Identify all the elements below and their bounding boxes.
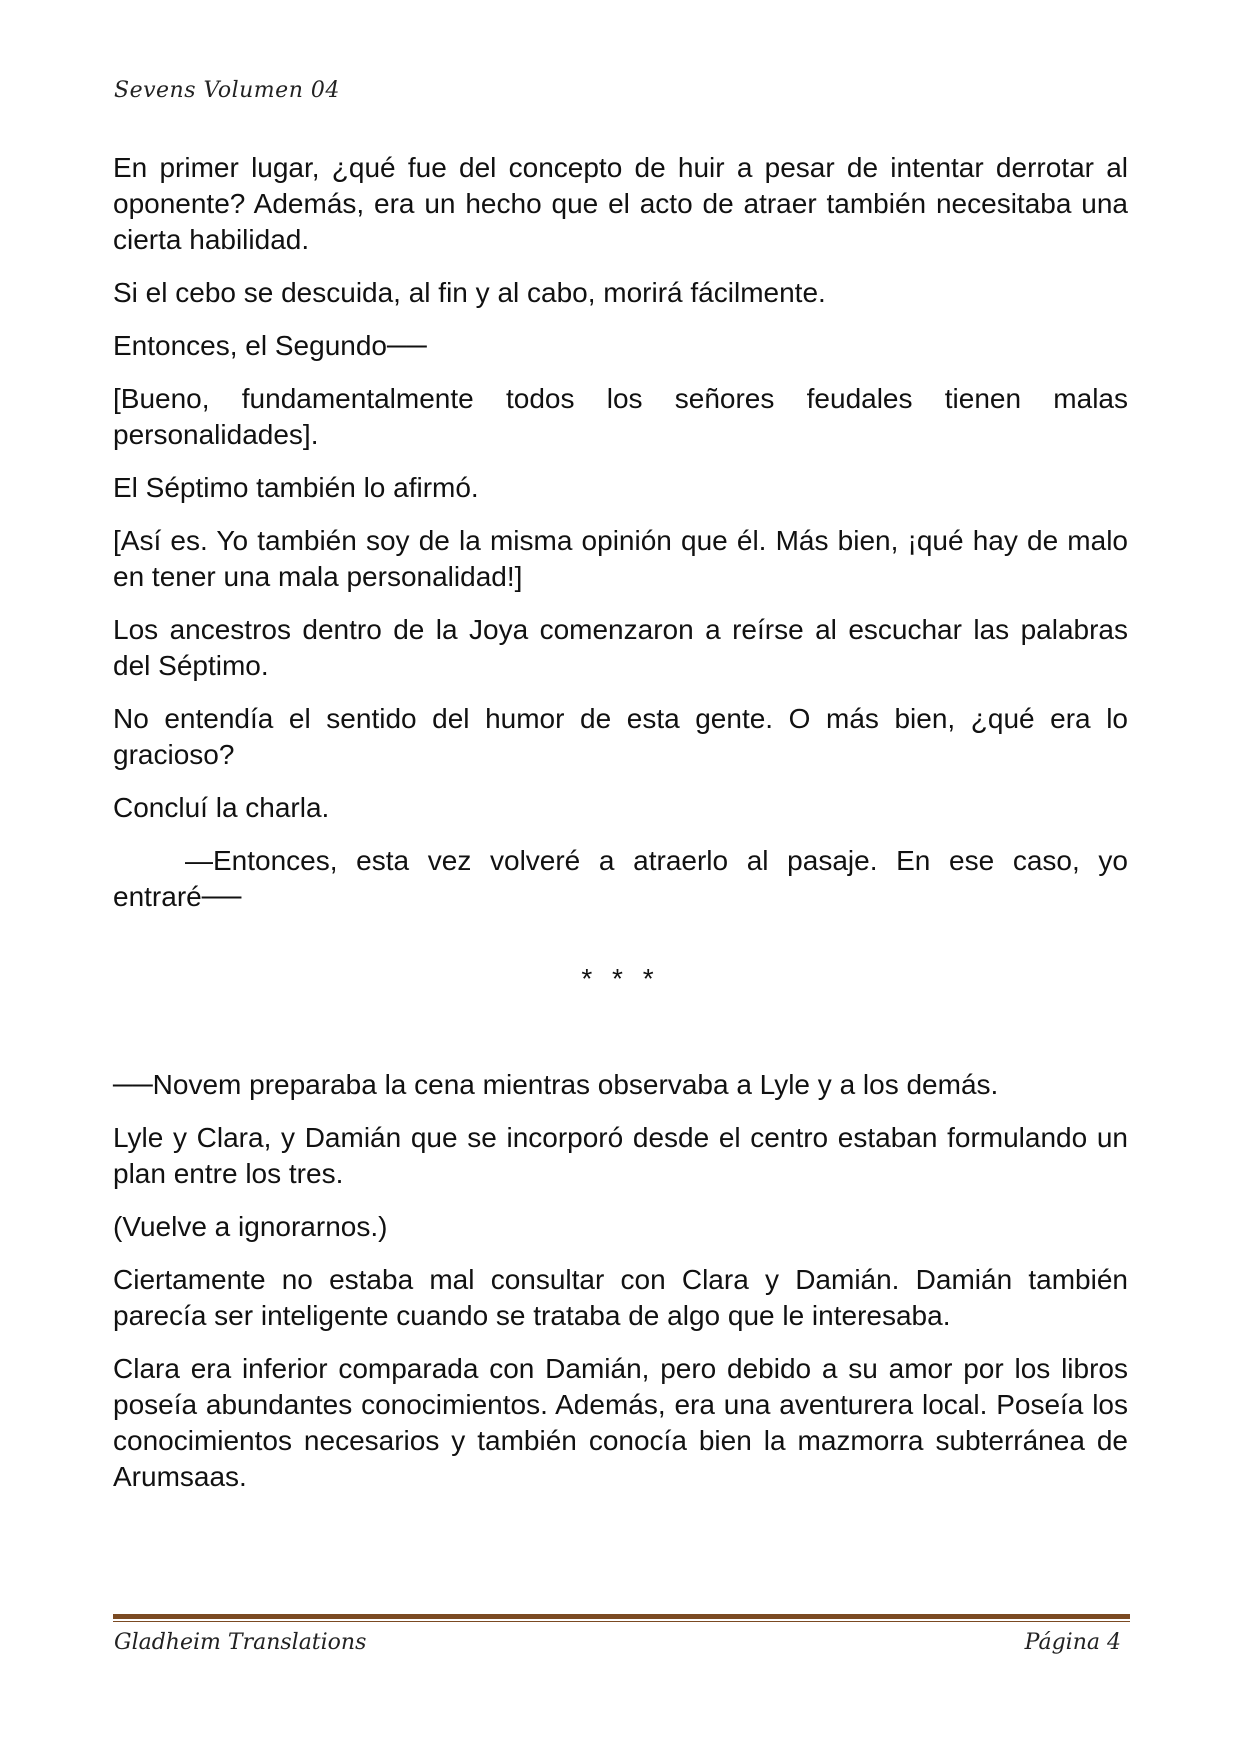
paragraph: Clara era inferior comparada con Damián, pero debido a su amor por los libros poseía abundantes conocimientos. Además, era una aventurera local. Poseía los conocimientos necesarios y también conocía bien la mazmorra subterránea de Arumsaas. xyxy=(113,1353,1128,1492)
paragraph: Ciertamente no estaba mal consultar con Clara y Damián. Damián también parecía ser inteligente cuando se trataba de algo que le interesaba. xyxy=(113,1264,1128,1331)
paragraph: [Así es. Yo también soy de la misma opinión que él. Más bien, ¡qué hay de malo en tener una mala personalidad!] xyxy=(113,525,1128,592)
paragraph: [Bueno, fundamentalmente todos los señores feudales tienen malas personalidades]. xyxy=(113,383,1128,450)
footer-translator: Gladheim Translations xyxy=(114,1630,367,1655)
paragraph: ──Novem preparaba la cena mientras observaba a Lyle y a los demás. xyxy=(113,1069,999,1100)
paragraph: Si el cebo se descuida, al fin y al cabo, morirá fácilmente. xyxy=(113,277,826,308)
paragraph: (Vuelve a ignorarnos.) xyxy=(113,1211,388,1242)
paragraph: Los ancestros dentro de la Joya comenzaron a reírse al escuchar las palabras del Séptimo. xyxy=(113,614,1128,681)
paragraph: Entonces, el Segundo── xyxy=(113,330,427,361)
paragraph: Concluí la charla. xyxy=(113,792,330,823)
paragraph: Lyle y Clara, y Damián que se incorporó desde el centro estaban formulando un plan entre los tres. xyxy=(113,1122,1128,1189)
footer-divider xyxy=(113,1614,1130,1619)
footer-divider-thin xyxy=(113,1621,1130,1622)
scene-separator: * * * xyxy=(581,963,660,994)
page-number: Página 4 xyxy=(1024,1630,1121,1655)
page-body xyxy=(113,150,1128,1512)
paragraph-dialogue: —Entonces, esta vez volveré a atraerlo al pasaje. En ese caso, yo entraré── xyxy=(113,845,1128,912)
running-header: Sevens Volumen 04 xyxy=(114,78,340,103)
paragraph: No entendía el sentido del humor de esta gente. O más bien, ¿qué era lo gracioso? xyxy=(113,703,1128,770)
paragraph: El Séptimo también lo afirmó. xyxy=(113,472,479,503)
paragraph: En primer lugar, ¿qué fue del concepto de huir a pesar de intentar derrotar al oponente? Además, era un hecho que el acto de atraer también necesitaba una cierta habilidad. xyxy=(113,152,1128,255)
